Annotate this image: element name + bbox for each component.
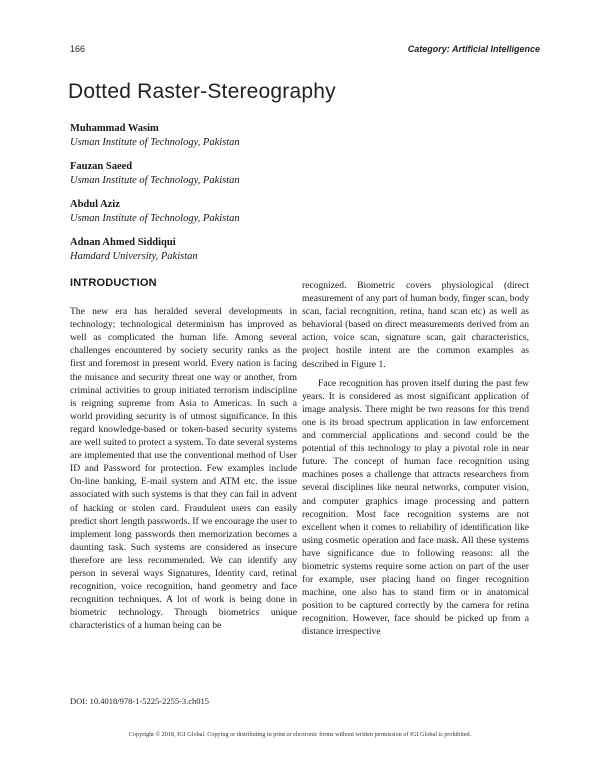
left-column [70, 277, 297, 638]
author-affiliation: Usman Institute of Technology, Pakistan [70, 175, 240, 186]
body-paragraph: The new era has heralded several developments in technology; technological determinism has improved as well as complicated the human life. Among several challenges encountered by society security ranks as the first and foremost in present world. Every nation is facing the nuisance and security threat one way or another, from criminal activities to group initiated terrorism indiscipline is reigning supreme from Asia to Americas. In such a world providing security is of utmost significance. In this regard knowledge-based or token-based security systems are well suited to protect a system. To date several systems are implemented that use the conventional method of User ID and Password for protection. Few examples include On-line banking, E-mail system and ATM etc. the issue associated with such systems is that they can fail in advent of hacking or stolen card. Fraudulent users can easily predict short length passwords. If we encourage the user to implement long passwords then memorization becomes a daunting task. Such systems are considered as insecure therefore are less recommended. We can identify any person in several ways Signatures, Identity card, retinal recognition, voice recognition, hand geometry and face recognition techniques. A lot of work is being done in biometric technology. Through biometrics unique characteristics of a human being can be [70, 306, 297, 632]
author-name: Fauzan Saeed [70, 161, 133, 172]
body-paragraph: Face recognition has proven itself during the past few years. It is considered as most significant application of image analysis. There might be two reasons for this trend one is its broad spectrum application in law enforcement and commercial applications and second could be the potential of this technology to play a pivotal role in near future. The concept of human face recognition using machines poses a challenge that attracts researchers from several disciplines like neural networks, computer vision, and computer graphics image processing and pattern recognition. Most face recognition systems are not excellent when it comes to reliability of identification like using cosmetic operation and face mask. All these systems have significance due to following reasons: all the biometric systems require some action on part of the user for example, user placing hand on finger recognition machine, one also has to stand firm or in anatomical position to be captured correctly by the camera for retina recognition. However, face should be picked up from a distance irrespective [302, 377, 529, 638]
author-name: Abdul Aziz [70, 199, 120, 210]
category-label: Category: Artificial Intelligence [407, 44, 540, 54]
author-affiliation: Usman Institute of Technology, Pakistan [70, 137, 240, 148]
author-name: Adnan Ahmed Siddiqui [70, 237, 176, 248]
author-entry [70, 122, 470, 150]
chapter-title: Dotted Raster-Stereography [68, 80, 336, 103]
author-affiliation: Hamdard University, Pakistan [70, 251, 198, 262]
section-heading: INTRODUCTION [70, 277, 157, 289]
body-paragraph: recognized. Biometric covers physiological (direct measurement of any part of human body, finger scan, body scan, facial recognition, retina, hand scan etc) as well as behavioral (based on direct measurements derived from an action, voice scan, signature scan, gait characteristics, project hostile intent are the common examples as described in Figure 1. [302, 280, 529, 370]
author-entry [70, 198, 470, 226]
page-number: 166 [70, 44, 86, 54]
copyright-notice: Copyright © 2018, IGI Global. Copying or distributing in print or electronic forms without written permission of IGI Global is prohibited. [128, 731, 472, 738]
author-affiliation: Usman Institute of Technology, Pakistan [70, 213, 240, 224]
doi-label: DOI: 10.4018/978-1-5225-2255-3.ch015 [70, 696, 210, 706]
right-column [302, 279, 529, 645]
author-name: Muhammad Wasim [70, 123, 159, 134]
author-list [70, 122, 470, 274]
author-entry [70, 236, 470, 264]
author-entry [70, 160, 470, 188]
